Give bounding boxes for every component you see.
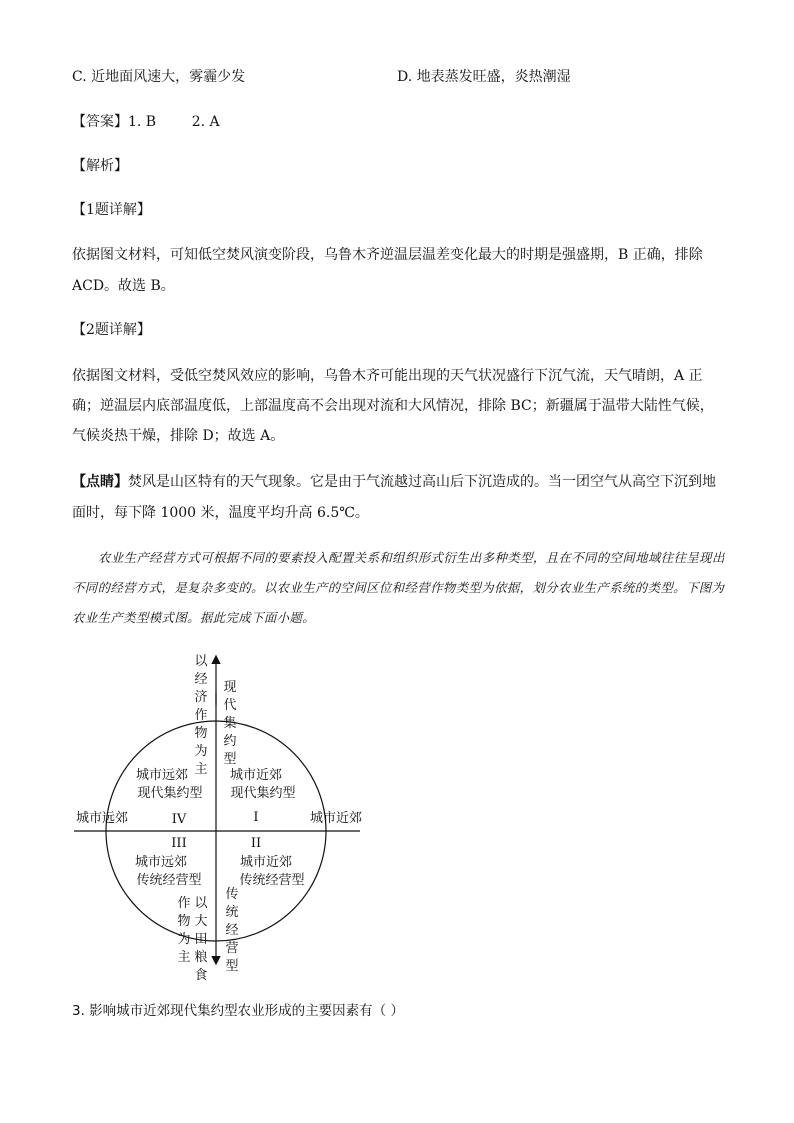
bottom-left-vertical-label [177, 896, 208, 983]
answer-tag: 【答案】 [72, 114, 128, 130]
q2-explanation-line3: 气候炎热干燥，排除 D；故选 A。 [72, 428, 285, 444]
svg-text:物: 物 [194, 726, 208, 741]
svg-text:型: 型 [225, 959, 239, 974]
svg-text:经: 经 [225, 923, 239, 938]
svg-text:济: 济 [194, 690, 208, 705]
quadrant-label-ii: II [250, 836, 262, 851]
svg-text:经: 经 [194, 672, 208, 687]
bottom-right-vertical-label [225, 887, 238, 974]
svg-text:营: 营 [225, 941, 239, 956]
quadrant-i-text-line2: 现代集约型 [230, 786, 296, 801]
question-stem: 农业生产经营方式可根据不同的要素投入配置关系和组织形式衍生出多种类型，且在不同的空间地域往往呈现出不同的经营方式，是复杂多变的。以农业生产的空间区位和经营作物类型为依据，划分农业生产系统的类型。下图为农业生产类型模式图。据此完成下面小题。 [72, 550, 725, 625]
option-d: D. 地表蒸发旺盛，炎热潮湿 [397, 69, 571, 85]
svg-text:传: 传 [225, 887, 239, 902]
svg-text:集: 集 [223, 716, 237, 731]
tip-tag: 【点睛】 [72, 474, 128, 490]
q2-explanation-line2: 确；逆温层内底部温度低，上部温度高不会出现对流和大风情况，排除 BC；新疆属于温带大陆性气候， [72, 398, 714, 414]
svg-text:作: 作 [194, 708, 208, 723]
svg-text:代: 代 [223, 698, 237, 713]
quadrant-iii-text-line1: 城市远郊 [134, 855, 188, 870]
quadrant-label-i: I [253, 810, 259, 825]
left-axis-label: 城市远郊 [76, 811, 129, 826]
svg-text:为: 为 [177, 932, 191, 947]
svg-text:主: 主 [194, 762, 208, 777]
svg-text:田: 田 [194, 932, 208, 947]
q2-heading: 【2题详解】 [72, 322, 151, 338]
answer-line [72, 112, 220, 132]
option-c: C. 近地面风速大，雾霾少发 [72, 69, 246, 85]
svg-text:食: 食 [194, 968, 208, 983]
svg-text:主: 主 [177, 950, 191, 965]
tip-text-line2: 面时，每下降 1000 米，温度平均升高 6.5℃。 [72, 505, 369, 521]
top-left-vertical-label [194, 654, 208, 777]
right-axis-label: 城市近郊 [310, 811, 363, 826]
svg-text:约: 约 [223, 734, 237, 749]
svg-text:为: 为 [194, 744, 208, 759]
quadrant-iv-text-line1: 城市远郊 [135, 768, 189, 783]
quadrant-iv-text-line2: 现代集约型 [137, 786, 203, 801]
svg-text:现: 现 [223, 680, 237, 695]
top-right-vertical-label [223, 680, 236, 767]
q1-explanation-line2: ACD。故选 B。 [72, 278, 175, 294]
tip-text-line1: 焚风是山区特有的天气现象。它是由于气流越过高山后下沉造成的。当一团空气从高空下沉到地 [128, 474, 716, 490]
quadrant-i-text-line1: 城市近郊 [229, 768, 283, 783]
tip-line1 [72, 472, 716, 492]
quadrant-ii-text-line1: 城市近郊 [239, 855, 293, 870]
svg-text:作: 作 [177, 896, 191, 911]
quadrant-label-iv: IV [171, 812, 187, 827]
analysis-label: 【解析】 [72, 158, 128, 174]
svg-text:统: 统 [225, 905, 239, 920]
q1-explanation-line1: 依据图文材料，可知低空焚风演变阶段，乌鲁木齐逆温层温差变化最大的时期是强盛期，B 正确，排除 [72, 247, 703, 263]
quadrant-label-iii: III [171, 836, 187, 851]
svg-text:大: 大 [194, 914, 208, 929]
quadrant-ii-text-line2: 传统经营型 [239, 873, 305, 888]
question-3: 3. 影响城市近郊现代集约型农业形成的主要因素有（ ） [72, 1003, 404, 1019]
q1-heading: 【1题详解】 [72, 202, 151, 218]
svg-text:以: 以 [194, 896, 208, 911]
svg-text:型: 型 [223, 752, 237, 767]
svg-text:粮: 粮 [194, 950, 208, 965]
answer-text: 1. B 2. A [128, 114, 220, 130]
quadrant-iii-text-line2: 传统经营型 [136, 873, 202, 888]
agriculture-type-diagram [60, 645, 390, 983]
svg-text:物: 物 [177, 914, 191, 929]
q2-explanation-line1: 依据图文材料，受低空焚风效应的影响，乌鲁木齐可能出现的天气状况盛行下沉气流，天气晴朗，A 正 [72, 368, 703, 384]
svg-text:以: 以 [194, 654, 208, 669]
